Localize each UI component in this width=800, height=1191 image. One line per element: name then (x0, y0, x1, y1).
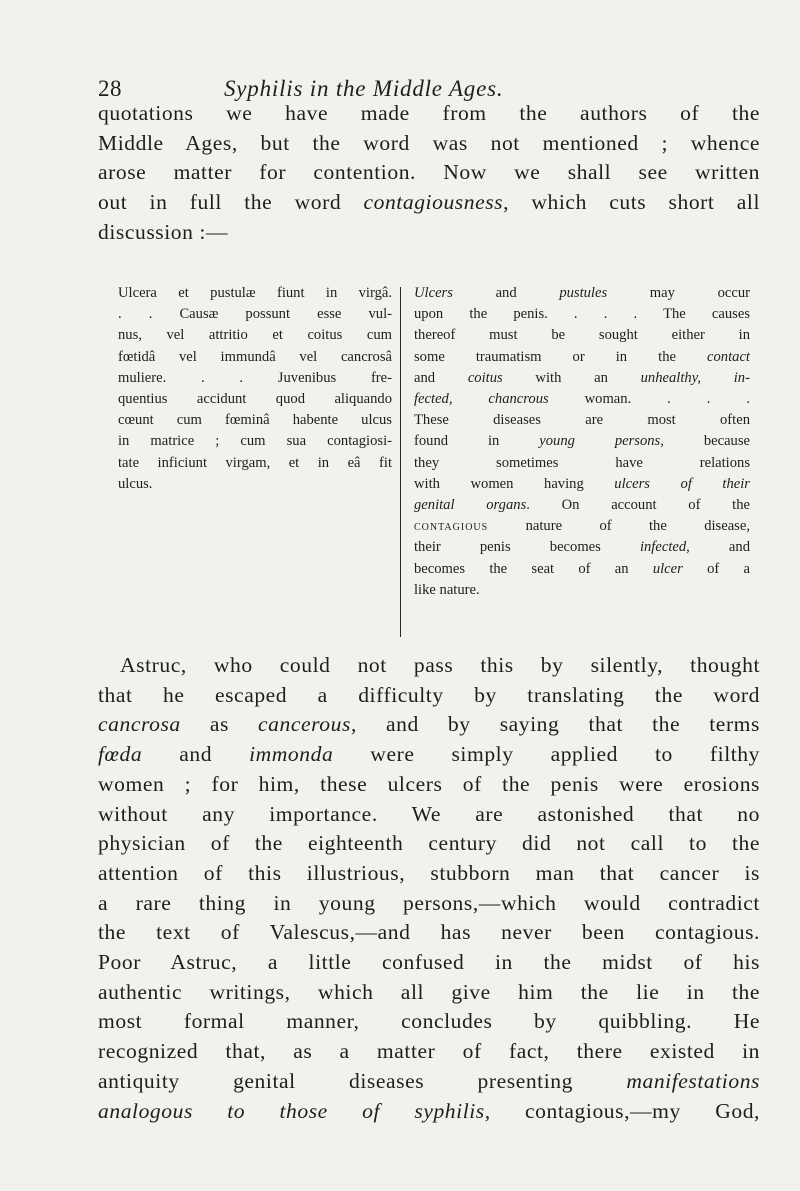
latin-line: muliere. . . Juvenibus fre- (118, 369, 392, 386)
emphasis: ulcers of their (614, 475, 750, 492)
text-run: were simply applied to filthy (333, 742, 760, 767)
text-run: antiquity genital diseases presenting (98, 1068, 627, 1093)
text-line (98, 188, 760, 218)
text-run: with women having (414, 475, 615, 492)
latin-line: cœunt cum fœminâ habente ulcus (118, 412, 392, 429)
text-line: physician of the eighteenth century did not call to the (98, 831, 760, 856)
text-run: , and (686, 539, 750, 556)
english-line (414, 389, 750, 410)
emphasis: pustules (559, 285, 608, 301)
english-line: thereof must be sought either in (414, 327, 750, 344)
text-run: contagious,—my God, (490, 1098, 760, 1123)
latin-line: Ulcera et pustulæ fiunt in virgâ. (118, 285, 392, 301)
english-line (414, 474, 750, 495)
latin-line: . . Causæ possunt esse vul- (118, 306, 392, 323)
emphasis: genital organs (414, 497, 527, 514)
english-line (414, 495, 750, 516)
text-run: and (414, 369, 468, 386)
text-line: discussion :— (98, 219, 229, 244)
text-line: most formal manner, concludes by quibbling. He (98, 1009, 760, 1034)
text-line (98, 1097, 760, 1127)
latin-line: quentius accidunt quod aliquando (118, 391, 392, 408)
text-line: attention of this illustrious, stubborn man that cancer is (98, 860, 760, 885)
text-run: , because (660, 433, 750, 450)
english-line (414, 559, 750, 580)
text-run: of a (682, 560, 750, 577)
text-run: their penis becomes (414, 539, 640, 556)
english-translation (414, 283, 750, 601)
text-line: that he escaped a difficulty by translating the word (98, 682, 760, 707)
text-line: authentic writings, which all give him the lie in the (98, 979, 760, 1004)
emphasis: fected, chancrous (414, 391, 549, 408)
parallel-quotation (118, 283, 754, 643)
text-line: Middle Ages, but the word was not mentioned ; whence (98, 130, 760, 155)
page-number: 28 (98, 76, 122, 101)
text-run: woman. . . . (548, 391, 750, 408)
english-line: upon the penis. . . . The causes (414, 306, 750, 323)
text-line: recognized that, as a matter of fact, there existed in (98, 1039, 760, 1064)
english-line: they sometimes have relations (414, 454, 750, 471)
text-run: . On account of the (526, 497, 750, 514)
text-line (98, 740, 760, 770)
text-run: , which cuts short all (503, 190, 760, 215)
intro-paragraph (98, 99, 760, 248)
emphasis: fœda (98, 742, 143, 767)
text-run: some traumatism or in the (414, 348, 708, 365)
english-line: These diseases are most often (414, 412, 750, 429)
english-line (414, 537, 750, 558)
emphasis: coitus (467, 369, 503, 386)
main-paragraph (98, 651, 760, 1126)
text-line: Astruc, who could not pass this by silently, thought (120, 653, 760, 677)
text-line: Poor Astruc, a little confused in the midst of his (98, 950, 760, 975)
emphasis: Ulcers (414, 285, 453, 301)
text-run: , and by saying that the terms (350, 712, 760, 737)
english-line: like nature. (414, 581, 480, 598)
text-line: women ; for him, these ulcers of the penis were erosions (98, 771, 760, 796)
running-title: Syphilis in the Middle Ages. (224, 76, 504, 101)
text-line: arose matter for contention. Now we shall see written (98, 160, 760, 185)
text-run: and (452, 285, 560, 301)
text-run: found in (414, 433, 540, 450)
latin-line: ulcus. (118, 475, 153, 492)
text-run: nature of the disease, (488, 518, 750, 535)
text-run: with an (502, 369, 641, 386)
emphasis: manifestations (626, 1068, 760, 1093)
text-line (98, 1067, 760, 1097)
text-line: a rare thing in young persons,—which would contradict (98, 890, 760, 915)
text-line: the text of Valescus,—and has never been contagious. (98, 920, 760, 945)
emphasis: unhealthy, in- (640, 369, 750, 386)
text-run: may occur (607, 285, 750, 301)
emphasis: contagiousness (363, 190, 504, 215)
english-line (414, 431, 750, 452)
text-line: quotations we have made from the authors of the (98, 101, 760, 125)
english-line (414, 283, 750, 304)
english-line (414, 347, 750, 368)
emphasis: young persons (539, 433, 661, 450)
emphasis: infected (639, 539, 687, 556)
english-line (414, 516, 750, 537)
emphasis: analogous to those of syphilis, (98, 1098, 491, 1123)
latin-line: in matrice ; cum sua contagiosi- (118, 433, 392, 450)
text-line: without any importance. We are astonished that no (98, 801, 760, 826)
emphasis: cancerous (258, 712, 351, 737)
small-caps-text: contagious (414, 518, 489, 535)
latin-quotation (118, 283, 392, 495)
latin-line: nus, vel attritio et coitus cum (118, 327, 392, 344)
text-run: and (142, 742, 250, 767)
column-divider (400, 287, 401, 637)
english-line (414, 368, 750, 389)
latin-line: tate inficiunt virgam, et in eâ fit (118, 454, 392, 471)
text-run: becomes the seat of an (414, 560, 653, 577)
latin-line: fœtidâ vel immundâ vel cancrosâ (118, 348, 392, 365)
emphasis: contact (707, 348, 750, 365)
text-line (98, 710, 760, 740)
text-run: out in full the word (98, 190, 364, 215)
emphasis: ulcer (652, 560, 683, 577)
text-run: as (180, 712, 259, 737)
emphasis: immonda (249, 742, 334, 767)
emphasis: cancrosa (98, 712, 181, 737)
